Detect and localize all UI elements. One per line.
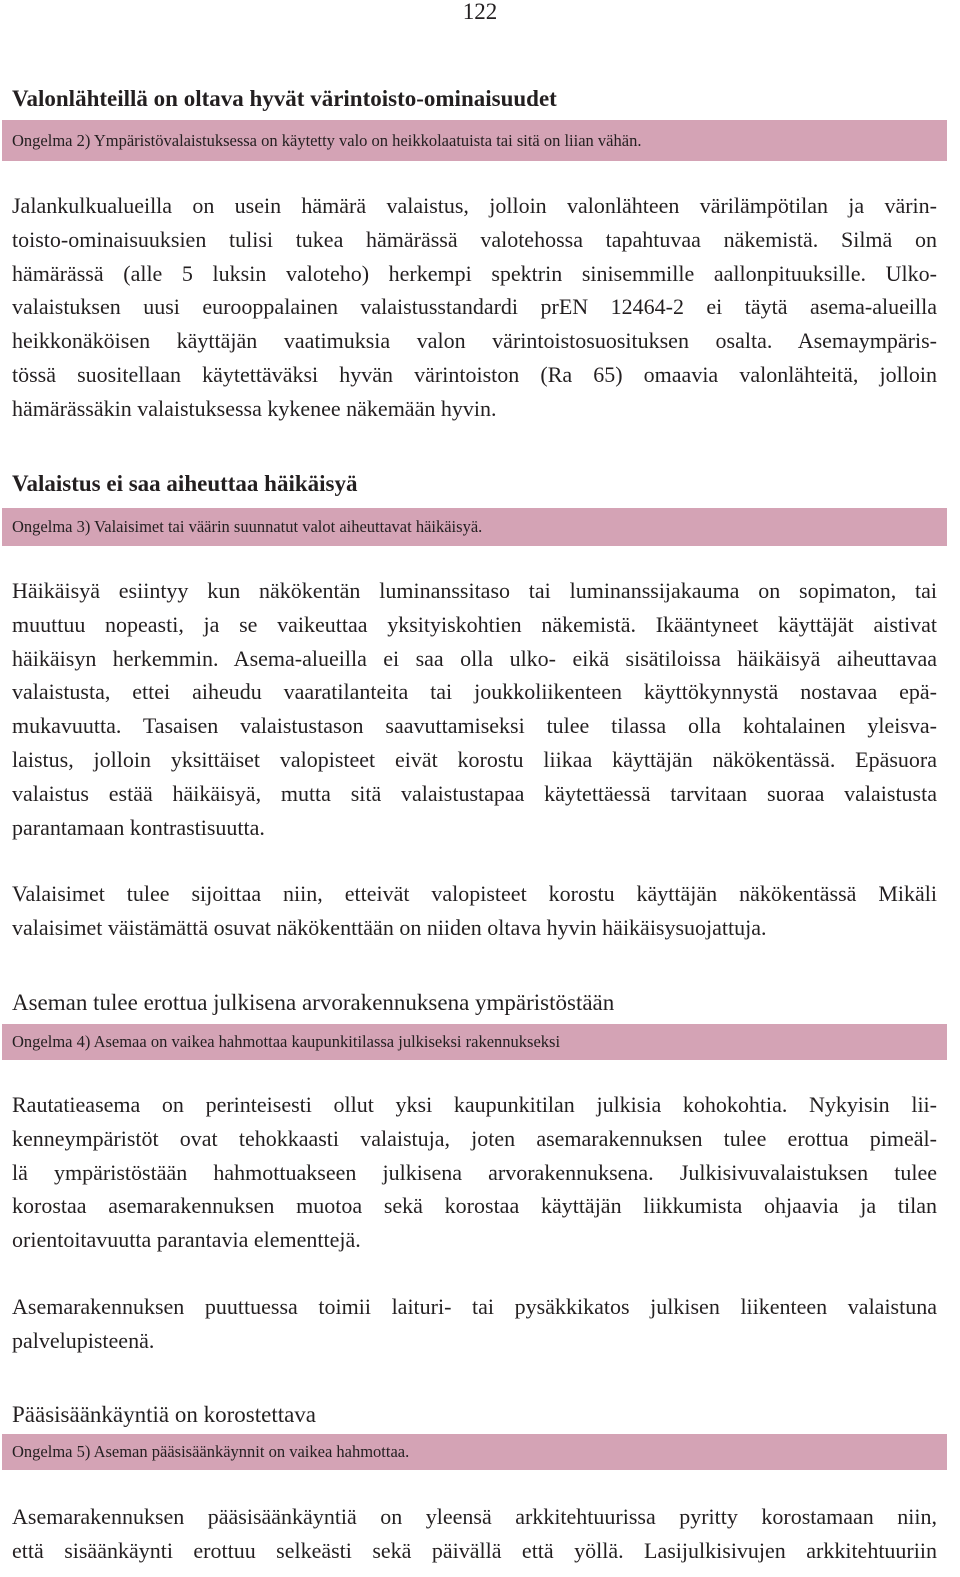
paragraph-line: valaisimet väistämättä osuvat näkökenttään on niiden oltava hyvin häikäisysuojattuja. <box>12 914 767 940</box>
paragraph-line: parantamaan kontrastisuutta. <box>12 814 265 840</box>
paragraph-line: valaistuksen uusi eurooppalainen valaistusstandardi prEN 12464-2 ei täytä asema-alueilla <box>12 294 937 320</box>
problem-band-2 <box>2 120 947 161</box>
paragraph-line: orientoitavuutta parantavia elementtejä. <box>12 1227 361 1253</box>
paragraph-line: Asemarakennuksen puuttuessa toimii laituri- tai pysäkkikatos julkisen liikenteen valaistuna <box>12 1294 937 1319</box>
section-heading-glare: Valaistus ei saa aiheuttaa häikäisyä <box>12 471 358 496</box>
paragraph-line: tössä suositellaan käytettäväksi hyvän värintoiston (Ra 65) omaavia valonlähteitä, jolloin <box>12 361 937 387</box>
paragraph-line: palvelupisteenä. <box>12 1327 155 1353</box>
paragraph-line: laistus, jolloin yksittäiset valopisteet eivät korostu liikaa käyttäjän näkökentässä. Epäsuora <box>12 746 937 772</box>
paragraph-line: lä ympäristöstään hahmottuakseen julkisena arvorakennuksena. Julkisivuvalaistuksen tulee <box>12 1159 937 1185</box>
paragraph-line: toisto-ominaisuuksien tulisi tukea hämärässä valotehossa tapahtuvaa näkemistä. Silmä on <box>12 226 937 252</box>
paragraph-luminaires <box>12 877 937 945</box>
paragraph-color-rendering <box>12 189 937 426</box>
paragraph-line: hämärässäkin valaistuksessa kykenee näkemään hyvin. <box>12 395 497 421</box>
paragraph-line: valaistusta, ettei aiheudu vaaratilanteita tai joukkoliikenteen käyttökynnystä nostavaa epä- <box>12 679 937 705</box>
problem-band-5 <box>2 1434 947 1470</box>
paragraph-line: Jalankulkualueilla on usein hämärä valaistus, jolloin valonlähteen värilämpötilan ja värin- <box>12 193 937 218</box>
problem-band-3 <box>2 508 947 546</box>
paragraph-line: Häikäisyä esiintyy kun näkökentän luminanssitaso tai luminanssijakauma on sopimaton, tai <box>12 578 937 603</box>
paragraph-line: mukavuutta. Tasaisen valaistustason saavuttamiseksi tulee tilassa olla kohtalainen yleisva- <box>12 713 937 739</box>
section-heading-color-rendering: Valonlähteillä on oltava hyvät värintoisto-ominaisuudet <box>12 86 557 111</box>
paragraph-line: muuttuu nopeasti, ja se vaikeuttaa yksityiskohtien näkemistä. Ikääntyneet käyttäjät aistivat <box>12 611 937 637</box>
section-heading-station-building: Aseman tulee erottua julkisena arvorakennuksena ympäristöstään <box>12 990 615 1015</box>
paragraph-line: heikkonäköisen käyttäjän vaatimuksia valon värintoistosuosituksen osalta. Asemaympäris- <box>12 328 937 354</box>
paragraph-line: Asemarakennuksen pääsisäänkäyntiä on yleensä arkkitehtuurissa pyritty korostamaan niin, <box>12 1504 937 1529</box>
problem-text-3: Ongelma 3) Valaisimet tai väärin suunnatut valot aiheuttavat häikäisyä. <box>12 517 483 536</box>
paragraph-line: Valaisimet tulee sijoittaa niin, etteivät valopisteet korostu käyttäjän näkökentässä Mikäli <box>12 881 937 906</box>
paragraph-line: korostaa asemarakennuksen muotoa sekä korostaa käyttäjän liikkumista ohjaavia ja tilan <box>12 1193 937 1219</box>
paragraph-glare <box>12 574 937 844</box>
paragraph-line: valaistus estää häikäisyä, mutta sitä valaistustapaa käytettäessä tarvitaan suoraa valaistusta <box>12 780 937 806</box>
problem-text-2: Ongelma 2) Ympäristövalaistuksessa on käytetty valo on heikkolaatuista tai sitä on liian vähän. <box>12 130 642 150</box>
problem-text-4: Ongelma 4) Asemaa on vaikea hahmottaa kaupunkitilassa julkiseksi rakennukseksi <box>12 1032 561 1051</box>
paragraph-line: että sisäänkäynti erottuu selkeästi sekä päivällä että yöllä. Lasijulkisivujen arkkitehtuuriin <box>12 1537 937 1563</box>
page-number: 122 <box>462 0 498 24</box>
paragraph-station-building <box>12 1088 937 1257</box>
problem-text-5: Ongelma 5) Aseman pääsisäänkäynnit on vaikea hahmottaa. <box>12 1442 410 1461</box>
paragraph-line: kenneympäristöt ovat tehokkaasti valaistuja, joten asemarakennuksen tulee erottua pimeäl- <box>12 1125 937 1151</box>
section-heading-main-entrance: Pääsisäänkäyntiä on korostettava <box>12 1402 317 1427</box>
paragraph-line: häikäisyn herkemmin. Asema-alueilla ei saa olla ulko- eikä sisätiloissa häikäisyä aiheuttavaa <box>12 645 937 671</box>
problem-band-4 <box>2 1024 947 1060</box>
paragraph-line: Rautatieasema on perinteisesti ollut yksi kaupunkitilan julkisia kohokohtia. Nykyisin lii- <box>12 1092 937 1117</box>
paragraph-platform-shelter <box>12 1290 937 1358</box>
paragraph-main-entrance <box>12 1500 937 1568</box>
paragraph-line: hämärässä (alle 5 luksin valoteho) herkempi spektrin sinisemmille aallonpituuksille. Ulko- <box>12 260 937 286</box>
